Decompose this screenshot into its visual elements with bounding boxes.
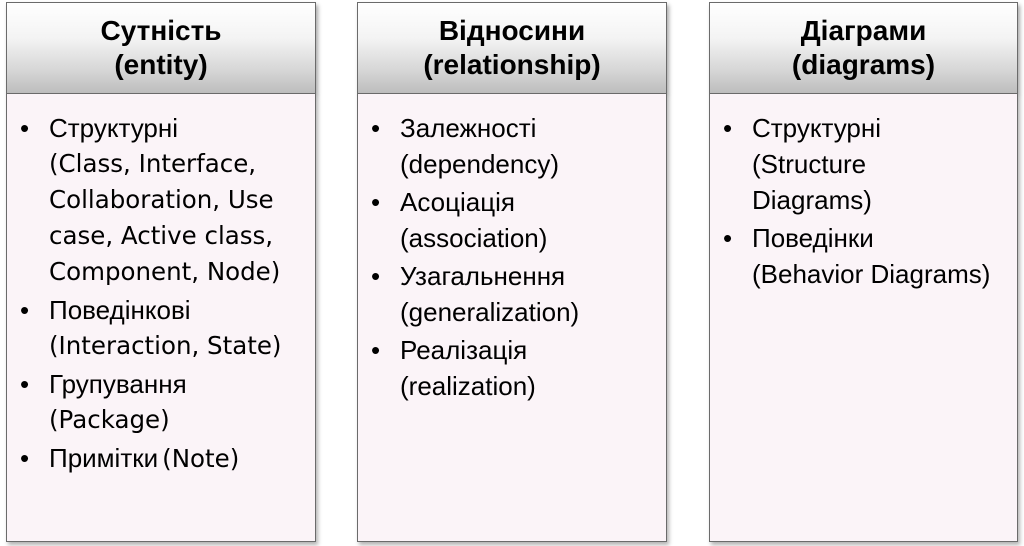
bullet-icon: • xyxy=(723,113,733,143)
column-diagrams xyxy=(709,2,1018,289)
list-item xyxy=(358,184,658,256)
list-item xyxy=(7,440,307,477)
item-detail: (Structure Diagrams) xyxy=(752,149,872,215)
column-body xyxy=(709,94,1018,542)
bullet-icon: • xyxy=(371,261,381,291)
item-detail: (generalization) xyxy=(400,297,580,327)
item-detail: (Note) xyxy=(162,444,240,473)
item-label: Групування xyxy=(49,369,187,399)
column-subtitle: (entity) xyxy=(114,49,208,80)
bullet-icon: • xyxy=(20,295,30,325)
column-title: Сутність xyxy=(100,15,222,46)
item-list xyxy=(358,94,666,404)
column-title: Відносини xyxy=(438,15,586,46)
bullet-icon: • xyxy=(723,223,733,253)
bullet-icon: • xyxy=(20,443,30,473)
item-label: Примітки xyxy=(49,443,159,473)
bullet-icon: • xyxy=(20,113,30,143)
item-detail: (realization) xyxy=(400,371,536,401)
list-item xyxy=(7,292,307,364)
bullet-icon: • xyxy=(371,113,381,143)
column-header xyxy=(709,2,1018,94)
item-detail: (Interaction, State) xyxy=(49,331,282,360)
bullet-icon: • xyxy=(20,369,30,399)
list-item xyxy=(358,110,658,182)
item-detail: (Package) xyxy=(49,405,170,434)
item-label: Узагальнення xyxy=(400,261,566,291)
item-label: Залежності xyxy=(400,113,537,143)
column-entity xyxy=(6,2,316,473)
bullet-icon: • xyxy=(371,187,381,217)
item-label: Асоціація xyxy=(400,187,515,217)
list-item xyxy=(358,258,658,330)
item-label: Поведінкові xyxy=(49,295,191,325)
column-subtitle: (diagrams) xyxy=(791,49,936,80)
list-item xyxy=(710,110,1009,218)
item-detail: (Behavior Diagrams) xyxy=(752,259,991,289)
column-header xyxy=(6,2,316,94)
item-label: Поведінки xyxy=(752,223,874,253)
item-label: Реалізація xyxy=(400,335,528,365)
item-detail: (Class, Interface, Collaboration, Use case, Active class, Component, Node) xyxy=(49,149,281,286)
column-title: Діаграми xyxy=(800,15,927,46)
list-item xyxy=(710,220,1009,292)
list-item xyxy=(7,110,307,290)
item-list xyxy=(710,94,1017,292)
item-label: Структурні xyxy=(49,113,179,143)
column-relationship xyxy=(357,2,667,401)
column-header xyxy=(357,2,667,94)
item-detail: (association) xyxy=(400,223,548,253)
column-subtitle: (relationship) xyxy=(423,49,601,80)
list-item xyxy=(358,332,658,404)
item-list xyxy=(7,94,315,477)
item-label: Структурні xyxy=(752,113,882,143)
column-body xyxy=(6,94,316,542)
list-item xyxy=(7,366,307,438)
column-body xyxy=(357,94,667,542)
bullet-icon: • xyxy=(371,335,381,365)
item-detail: (dependency) xyxy=(400,149,559,179)
